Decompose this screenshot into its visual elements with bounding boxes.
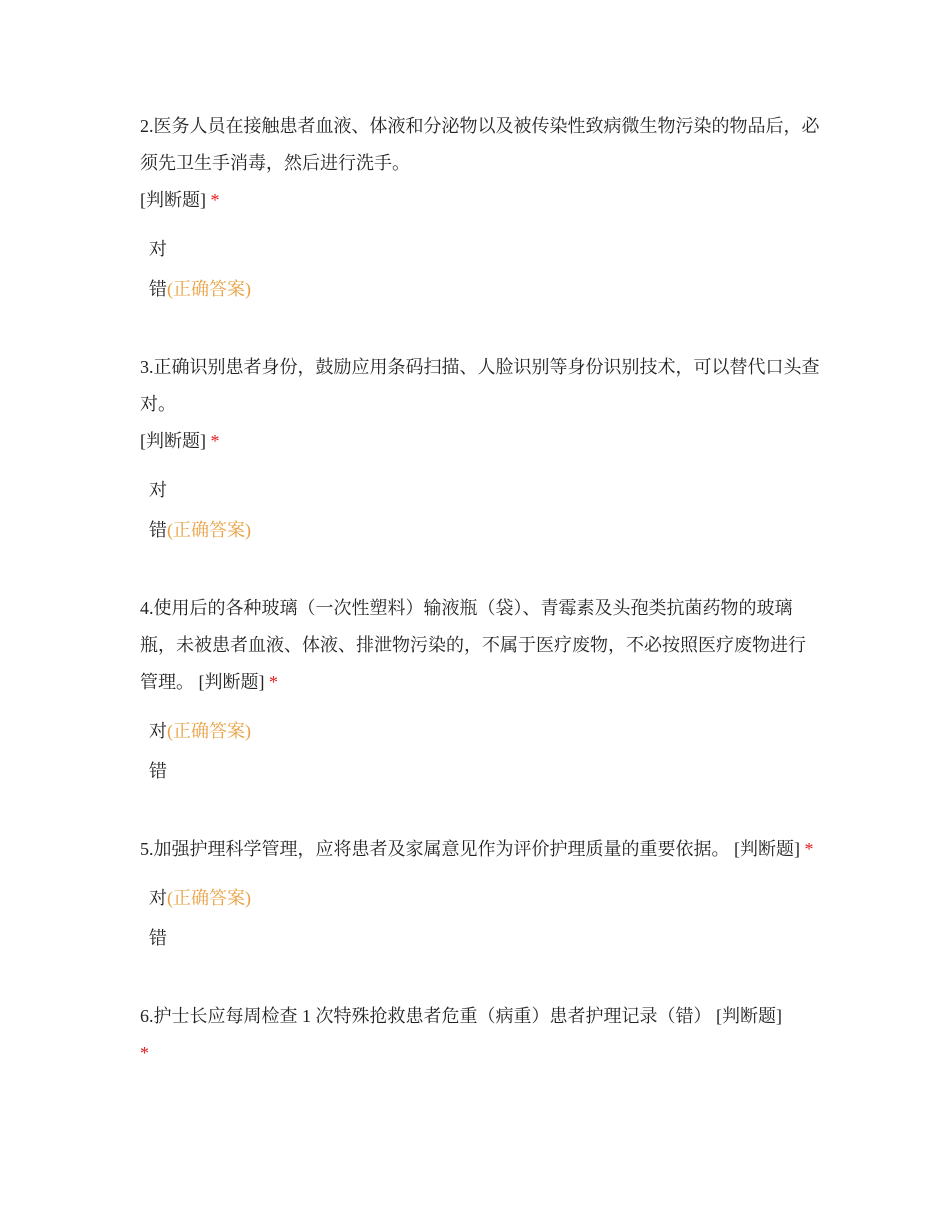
question-3 [140, 349, 820, 550]
option-true[interactable] [149, 711, 820, 751]
option-true[interactable] [149, 470, 820, 510]
option-label: 错 [149, 279, 167, 299]
question-text [140, 108, 820, 219]
option-false[interactable] [149, 918, 820, 958]
question-type: [判断题] [198, 672, 265, 692]
option-label: 对 [149, 480, 167, 500]
question-text [140, 349, 820, 460]
option-false[interactable] [149, 510, 820, 550]
options [140, 711, 820, 791]
question-2 [140, 108, 820, 309]
option-label: 对 [149, 721, 167, 741]
question-stem: 2.医务人员在接触患者血液、体液和分泌物以及被传染性致病微生物污染的物品后，必须先卫生手消毒，然后进行洗手。 [140, 116, 820, 173]
question-text [140, 831, 820, 868]
required-mark: * [804, 839, 814, 859]
question-stem: 3.正确识别患者身份，鼓励应用条码扫描、人脸识别等身份识别技术，可以替代口头查对。 [140, 357, 820, 414]
option-label: 错 [149, 520, 167, 540]
options [140, 878, 820, 958]
option-false[interactable] [149, 751, 820, 791]
question-4 [140, 590, 820, 791]
question-5 [140, 831, 820, 958]
options [140, 470, 820, 550]
question-type: [判断题] [716, 1006, 782, 1026]
required-mark: * [210, 431, 220, 451]
option-label: 错 [149, 928, 167, 948]
question-stem: 6.护士长应每周检查 1 次特殊抢救患者危重（病重）患者护理记录（错） [140, 1006, 712, 1026]
question-type: [判断题] [140, 190, 206, 210]
option-label: 对 [149, 239, 167, 259]
question-text [140, 998, 820, 1072]
option-true[interactable] [149, 878, 820, 918]
questionnaire [140, 108, 820, 1112]
required-mark: * [140, 1043, 149, 1063]
question-type: [判断题] [140, 431, 206, 451]
correct-answer-tag: (正确答案) [167, 888, 251, 908]
required-mark: * [269, 672, 278, 692]
option-true[interactable] [149, 229, 820, 269]
option-false[interactable] [149, 269, 820, 309]
correct-answer-tag: (正确答案) [167, 520, 251, 540]
option-label: 错 [149, 761, 167, 781]
question-text [140, 590, 820, 701]
question-type: [判断题] [734, 839, 800, 859]
option-label: 对 [149, 888, 167, 908]
question-stem: 5.加强护理科学管理，应将患者及家属意见作为评价护理质量的重要依据。 [140, 839, 730, 859]
correct-answer-tag: (正确答案) [167, 279, 251, 299]
required-mark: * [210, 190, 220, 210]
options [140, 229, 820, 309]
question-6 [140, 998, 820, 1072]
correct-answer-tag: (正确答案) [167, 721, 251, 741]
question-stem: 4.使用后的各种玻璃（一次性塑料）输液瓶（袋）、青霉素及头孢类抗菌药物的玻璃瓶，未被患者血液、体液、排泄物污染的，不属于医疗废物，不必按照医疗废物进行管理。 [140, 598, 806, 692]
